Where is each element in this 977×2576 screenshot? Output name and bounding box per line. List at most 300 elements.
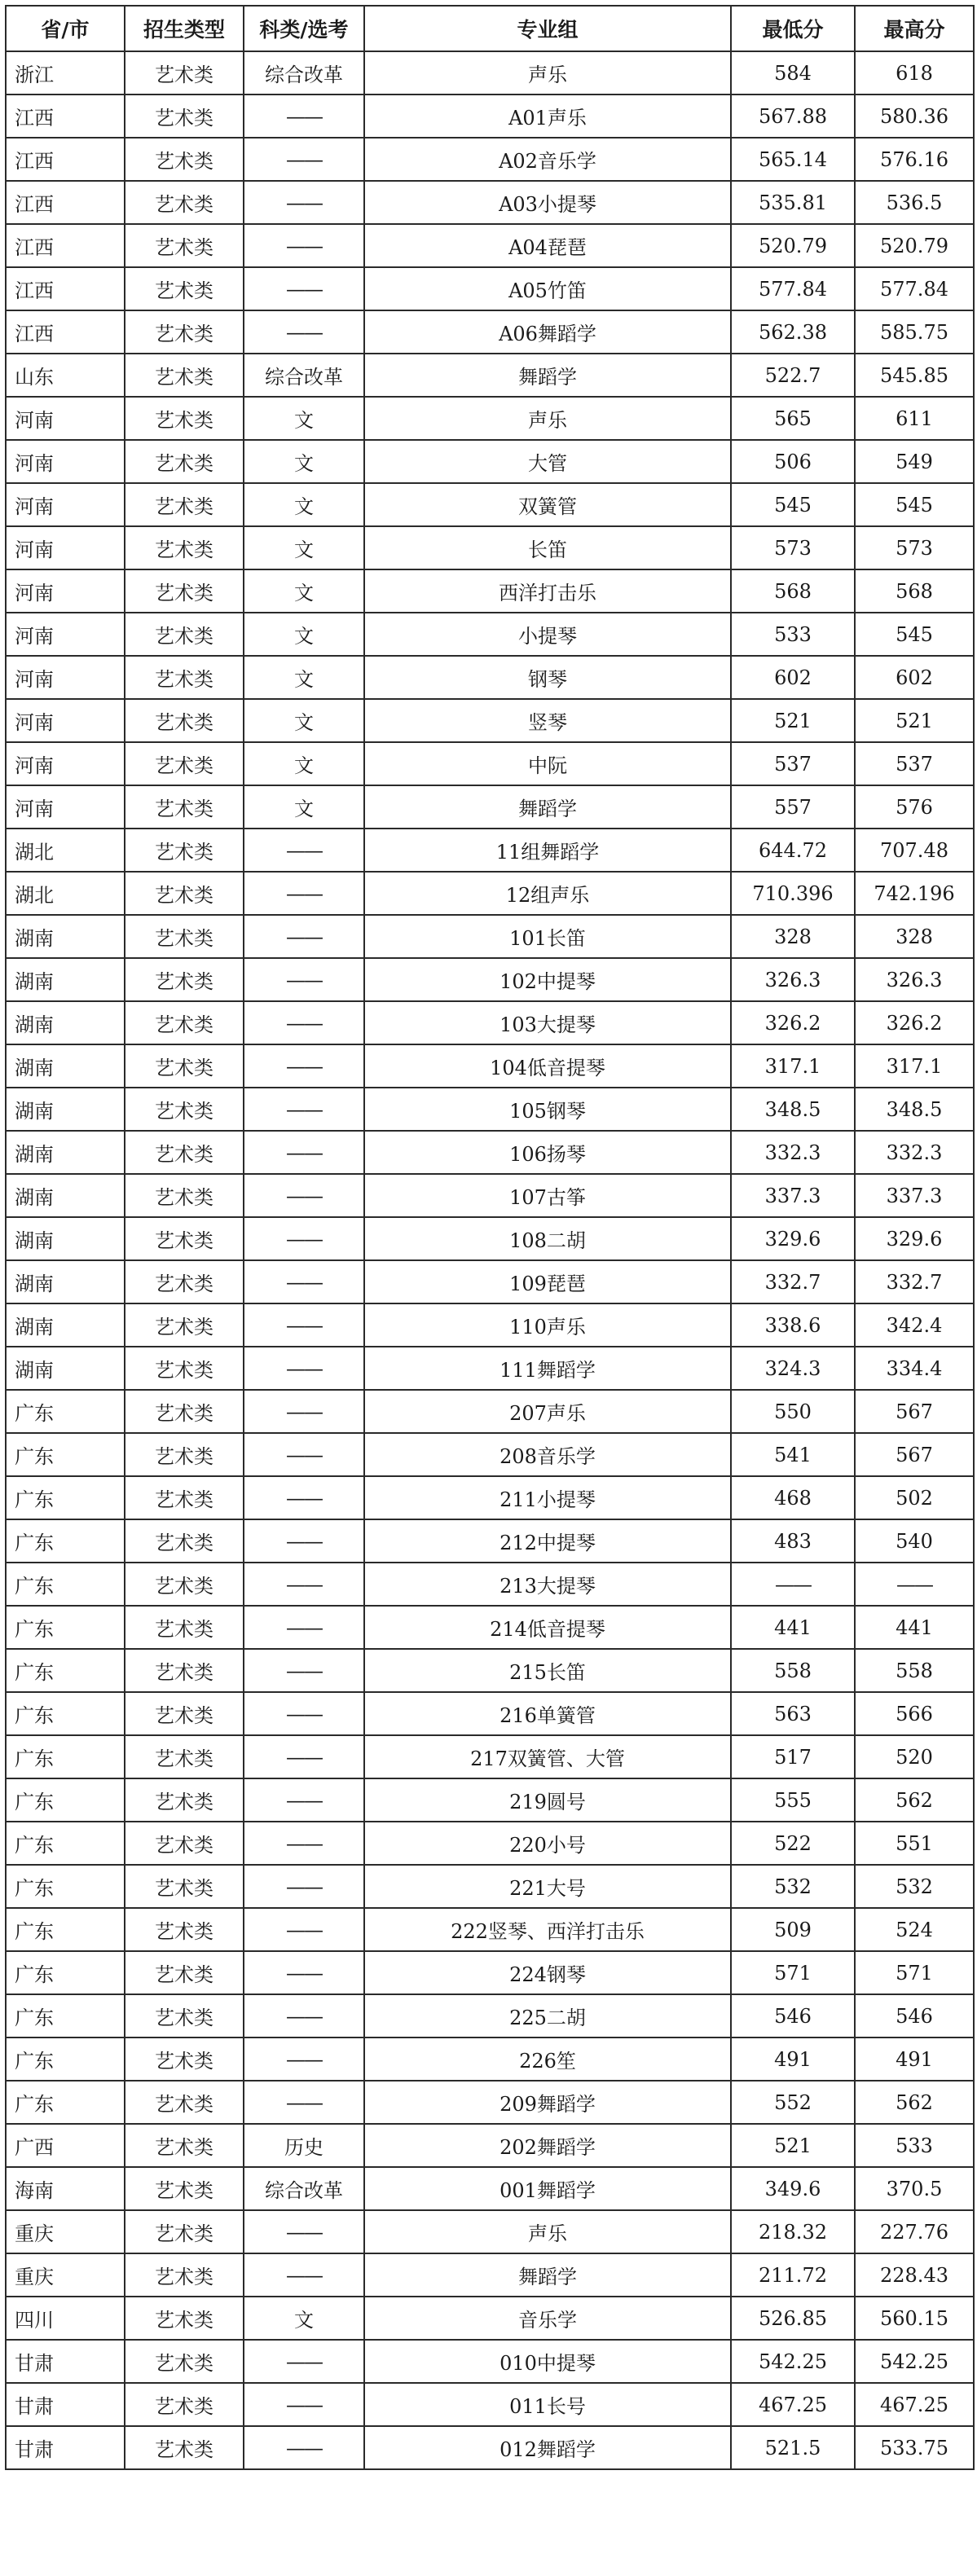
- cell-max-score: 545.85: [855, 354, 974, 397]
- cell-min-score: 506: [731, 440, 855, 483]
- cell-province: 河南: [6, 397, 125, 440]
- table-row: [6, 397, 974, 440]
- cell-max-score: 560.15: [855, 2297, 974, 2340]
- cell-subject-category: ——: [244, 872, 364, 915]
- cell-province: 河南: [6, 785, 125, 829]
- cell-province: 浙江: [6, 51, 125, 95]
- cell-major-group: 舞蹈学: [364, 2253, 731, 2297]
- cell-subject-category: 综合改革: [244, 51, 364, 95]
- cell-max-score: 521: [855, 699, 974, 742]
- cell-subject-category: ——: [244, 1217, 364, 1260]
- cell-subject-category: 文: [244, 785, 364, 829]
- cell-province: 广东: [6, 1778, 125, 1822]
- cell-admission-type: 艺术类: [125, 1433, 244, 1476]
- cell-province: 广东: [6, 1433, 125, 1476]
- cell-province: 广东: [6, 1519, 125, 1563]
- cell-max-score: 573: [855, 526, 974, 569]
- cell-subject-category: ——: [244, 181, 364, 224]
- cell-min-score: 545: [731, 483, 855, 526]
- cell-min-score: 555: [731, 1778, 855, 1822]
- cell-min-score: 526.85: [731, 2297, 855, 2340]
- cell-max-score: 577.84: [855, 267, 974, 310]
- cell-major-group: 202舞蹈学: [364, 2124, 731, 2167]
- cell-admission-type: 艺术类: [125, 613, 244, 656]
- cell-major-group: 舞蹈学: [364, 785, 731, 829]
- cell-major-group: 213大提琴: [364, 1563, 731, 1606]
- cell-min-score: 541: [731, 1433, 855, 1476]
- cell-min-score: 329.6: [731, 1217, 855, 1260]
- cell-max-score: 334.4: [855, 1347, 974, 1390]
- cell-max-score: 329.6: [855, 1217, 974, 1260]
- cell-subject-category: ——: [244, 2253, 364, 2297]
- cell-admission-type: 艺术类: [125, 785, 244, 829]
- cell-admission-type: 艺术类: [125, 1822, 244, 1865]
- cell-max-score: 602: [855, 656, 974, 699]
- cell-min-score: 552: [731, 2081, 855, 2124]
- cell-province: 江西: [6, 224, 125, 267]
- cell-admission-type: 艺术类: [125, 2340, 244, 2383]
- cell-subject-category: ——: [244, 2340, 364, 2383]
- cell-major-group: 110声乐: [364, 1303, 731, 1347]
- cell-province: 湖南: [6, 1088, 125, 1131]
- cell-major-group: 12组声乐: [364, 872, 731, 915]
- table-row: [6, 569, 974, 613]
- table-row: [6, 483, 974, 526]
- cell-major-group: 声乐: [364, 51, 731, 95]
- cell-province: 江西: [6, 138, 125, 181]
- cell-admission-type: 艺术类: [125, 2210, 244, 2253]
- cell-max-score: 558: [855, 1649, 974, 1692]
- table-row: [6, 1908, 974, 1951]
- score-table-container: [5, 5, 973, 2470]
- table-row: [6, 785, 974, 829]
- cell-min-score: 326.2: [731, 1001, 855, 1044]
- cell-province: 重庆: [6, 2253, 125, 2297]
- cell-major-group: 小提琴: [364, 613, 731, 656]
- cell-province: 广东: [6, 2081, 125, 2124]
- header-major-group: 专业组: [364, 6, 731, 51]
- cell-min-score: 509: [731, 1908, 855, 1951]
- cell-province: 广东: [6, 1735, 125, 1778]
- cell-max-score: 549: [855, 440, 974, 483]
- cell-province: 江西: [6, 95, 125, 138]
- cell-major-group: 音乐学: [364, 2297, 731, 2340]
- cell-min-score: 584: [731, 51, 855, 95]
- cell-admission-type: 艺术类: [125, 1994, 244, 2038]
- cell-admission-type: 艺术类: [125, 1260, 244, 1303]
- cell-province: 河南: [6, 569, 125, 613]
- cell-min-score: 557: [731, 785, 855, 829]
- cell-max-score: ——: [855, 1563, 974, 1606]
- cell-subject-category: ——: [244, 1260, 364, 1303]
- cell-max-score: 328: [855, 915, 974, 958]
- cell-subject-category: ——: [244, 2383, 364, 2426]
- cell-province: 河南: [6, 483, 125, 526]
- cell-max-score: 520: [855, 1735, 974, 1778]
- cell-major-group: 大管: [364, 440, 731, 483]
- cell-max-score: 545: [855, 483, 974, 526]
- cell-subject-category: ——: [244, 1865, 364, 1908]
- cell-admission-type: 艺术类: [125, 1217, 244, 1260]
- cell-subject-category: 文: [244, 526, 364, 569]
- cell-province: 河南: [6, 440, 125, 483]
- cell-major-group: A04琵琶: [364, 224, 731, 267]
- table-row: [6, 1217, 974, 1260]
- cell-max-score: 326.3: [855, 958, 974, 1001]
- cell-admission-type: 艺术类: [125, 1563, 244, 1606]
- cell-subject-category: ——: [244, 2038, 364, 2081]
- cell-subject-category: 文: [244, 569, 364, 613]
- cell-admission-type: 艺术类: [125, 1044, 244, 1088]
- cell-admission-type: 艺术类: [125, 1131, 244, 1174]
- cell-min-score: 337.3: [731, 1174, 855, 1217]
- cell-min-score: 532: [731, 1865, 855, 1908]
- cell-province: 河南: [6, 742, 125, 785]
- cell-admission-type: 艺术类: [125, 1001, 244, 1044]
- cell-admission-type: 艺术类: [125, 354, 244, 397]
- cell-subject-category: 文: [244, 742, 364, 785]
- table-row: [6, 1433, 974, 1476]
- cell-province: 山东: [6, 354, 125, 397]
- cell-min-score: ——: [731, 1563, 855, 1606]
- cell-subject-category: ——: [244, 1390, 364, 1433]
- cell-admission-type: 艺术类: [125, 224, 244, 267]
- table-row: [6, 2340, 974, 2383]
- cell-admission-type: 艺术类: [125, 742, 244, 785]
- cell-admission-type: 艺术类: [125, 2426, 244, 2469]
- cell-max-score: 611: [855, 397, 974, 440]
- cell-province: 广东: [6, 1908, 125, 1951]
- cell-province: 广东: [6, 2038, 125, 2081]
- cell-subject-category: ——: [244, 1606, 364, 1649]
- cell-subject-category: ——: [244, 2081, 364, 2124]
- cell-major-group: 209舞蹈学: [364, 2081, 731, 2124]
- cell-major-group: 声乐: [364, 397, 731, 440]
- header-admission-type: 招生类型: [125, 6, 244, 51]
- cell-subject-category: ——: [244, 2426, 364, 2469]
- cell-max-score: 542.25: [855, 2340, 974, 2383]
- cell-subject-category: 历史: [244, 2124, 364, 2167]
- cell-max-score: 546: [855, 1994, 974, 2038]
- cell-min-score: 521.5: [731, 2426, 855, 2469]
- cell-min-score: 517: [731, 1735, 855, 1778]
- cell-subject-category: ——: [244, 1649, 364, 1692]
- cell-max-score: 227.76: [855, 2210, 974, 2253]
- cell-province: 湖南: [6, 1217, 125, 1260]
- cell-province: 广东: [6, 1692, 125, 1735]
- cell-province: 河南: [6, 526, 125, 569]
- cell-major-group: 001舞蹈学: [364, 2167, 731, 2210]
- table-row: [6, 1822, 974, 1865]
- admission-score-table: [5, 5, 975, 2470]
- cell-min-score: 546: [731, 1994, 855, 2038]
- cell-max-score: 567: [855, 1433, 974, 1476]
- cell-max-score: 545: [855, 613, 974, 656]
- cell-min-score: 577.84: [731, 267, 855, 310]
- cell-min-score: 644.72: [731, 829, 855, 872]
- cell-max-score: 742.196: [855, 872, 974, 915]
- cell-subject-category: ——: [244, 1347, 364, 1390]
- table-row: [6, 1174, 974, 1217]
- cell-admission-type: 艺术类: [125, 95, 244, 138]
- cell-admission-type: 艺术类: [125, 138, 244, 181]
- cell-major-group: 101长笛: [364, 915, 731, 958]
- header-min-score: 最低分: [731, 6, 855, 51]
- cell-major-group: 225二胡: [364, 1994, 731, 2038]
- table-row: [6, 1390, 974, 1433]
- cell-min-score: 571: [731, 1951, 855, 1994]
- cell-max-score: 536.5: [855, 181, 974, 224]
- table-row: [6, 95, 974, 138]
- cell-max-score: 524: [855, 1908, 974, 1951]
- cell-max-score: 576: [855, 785, 974, 829]
- cell-major-group: 217双簧管、大管: [364, 1735, 731, 1778]
- cell-province: 湖南: [6, 1001, 125, 1044]
- cell-province: 广东: [6, 1606, 125, 1649]
- cell-province: 甘肃: [6, 2383, 125, 2426]
- cell-province: 广东: [6, 1649, 125, 1692]
- cell-subject-category: ——: [244, 1951, 364, 1994]
- cell-max-score: 337.3: [855, 1174, 974, 1217]
- cell-major-group: 西洋打击乐: [364, 569, 731, 613]
- cell-subject-category: ——: [244, 1735, 364, 1778]
- cell-subject-category: 文: [244, 483, 364, 526]
- cell-max-score: 551: [855, 1822, 974, 1865]
- cell-min-score: 211.72: [731, 2253, 855, 2297]
- cell-admission-type: 艺术类: [125, 1174, 244, 1217]
- cell-max-score: 540: [855, 1519, 974, 1563]
- table-row: [6, 1865, 974, 1908]
- cell-admission-type: 艺术类: [125, 1606, 244, 1649]
- cell-min-score: 562.38: [731, 310, 855, 354]
- cell-max-score: 580.36: [855, 95, 974, 138]
- cell-major-group: 212中提琴: [364, 1519, 731, 1563]
- cell-major-group: 109琵琶: [364, 1260, 731, 1303]
- cell-admission-type: 艺术类: [125, 872, 244, 915]
- cell-admission-type: 艺术类: [125, 310, 244, 354]
- cell-province: 湖南: [6, 1260, 125, 1303]
- cell-major-group: A06舞蹈学: [364, 310, 731, 354]
- cell-province: 湖北: [6, 872, 125, 915]
- cell-admission-type: 艺术类: [125, 1519, 244, 1563]
- cell-major-group: 222竖琴、西洋打击乐: [364, 1908, 731, 1951]
- cell-min-score: 338.6: [731, 1303, 855, 1347]
- cell-province: 河南: [6, 613, 125, 656]
- cell-major-group: A01声乐: [364, 95, 731, 138]
- cell-subject-category: ——: [244, 95, 364, 138]
- cell-max-score: 332.7: [855, 1260, 974, 1303]
- cell-admission-type: 艺术类: [125, 1390, 244, 1433]
- cell-province: 广东: [6, 1951, 125, 1994]
- cell-admission-type: 艺术类: [125, 569, 244, 613]
- cell-major-group: 215长笛: [364, 1649, 731, 1692]
- table-row: [6, 1649, 974, 1692]
- cell-max-score: 707.48: [855, 829, 974, 872]
- cell-major-group: 中阮: [364, 742, 731, 785]
- table-row: [6, 1303, 974, 1347]
- cell-major-group: 106扬琴: [364, 1131, 731, 1174]
- cell-min-score: 520.79: [731, 224, 855, 267]
- cell-province: 湖南: [6, 1131, 125, 1174]
- cell-max-score: 533.75: [855, 2426, 974, 2469]
- cell-max-score: 332.3: [855, 1131, 974, 1174]
- cell-province: 湖南: [6, 1347, 125, 1390]
- cell-major-group: 216单簧管: [364, 1692, 731, 1735]
- cell-admission-type: 艺术类: [125, 1649, 244, 1692]
- cell-admission-type: 艺术类: [125, 1778, 244, 1822]
- table-row: [6, 742, 974, 785]
- cell-subject-category: 文: [244, 699, 364, 742]
- cell-province: 广东: [6, 1563, 125, 1606]
- cell-province: 海南: [6, 2167, 125, 2210]
- table-body: [6, 51, 974, 2469]
- cell-min-score: 326.3: [731, 958, 855, 1001]
- cell-subject-category: ——: [244, 138, 364, 181]
- cell-min-score: 537: [731, 742, 855, 785]
- cell-admission-type: 艺术类: [125, 1476, 244, 1519]
- cell-province: 广西: [6, 2124, 125, 2167]
- cell-subject-category: 文: [244, 613, 364, 656]
- cell-subject-category: ——: [244, 915, 364, 958]
- table-row: [6, 354, 974, 397]
- table-row: [6, 2038, 974, 2081]
- cell-max-score: 571: [855, 1951, 974, 1994]
- cell-min-score: 441: [731, 1606, 855, 1649]
- cell-subject-category: ——: [244, 1994, 364, 2038]
- cell-max-score: 317.1: [855, 1044, 974, 1088]
- cell-max-score: 491: [855, 2038, 974, 2081]
- table-row: [6, 1692, 974, 1735]
- cell-province: 广东: [6, 1994, 125, 2038]
- cell-min-score: 567.88: [731, 95, 855, 138]
- cell-max-score: 568: [855, 569, 974, 613]
- table-row: [6, 1131, 974, 1174]
- cell-major-group: 010中提琴: [364, 2340, 731, 2383]
- cell-major-group: 214低音提琴: [364, 1606, 731, 1649]
- cell-admission-type: 艺术类: [125, 397, 244, 440]
- cell-min-score: 710.396: [731, 872, 855, 915]
- table-row: [6, 1044, 974, 1088]
- cell-major-group: 211小提琴: [364, 1476, 731, 1519]
- header-row: [6, 6, 974, 51]
- table-row: [6, 2253, 974, 2297]
- cell-admission-type: 艺术类: [125, 958, 244, 1001]
- cell-subject-category: ——: [244, 1476, 364, 1519]
- cell-major-group: A03小提琴: [364, 181, 731, 224]
- cell-max-score: 502: [855, 1476, 974, 1519]
- table-row: [6, 51, 974, 95]
- cell-admission-type: 艺术类: [125, 2038, 244, 2081]
- cell-major-group: A02音乐学: [364, 138, 731, 181]
- cell-major-group: 220小号: [364, 1822, 731, 1865]
- cell-max-score: 228.43: [855, 2253, 974, 2297]
- cell-admission-type: 艺术类: [125, 2167, 244, 2210]
- cell-admission-type: 艺术类: [125, 483, 244, 526]
- cell-subject-category: ——: [244, 1044, 364, 1088]
- cell-admission-type: 艺术类: [125, 526, 244, 569]
- cell-major-group: 208音乐学: [364, 1433, 731, 1476]
- cell-min-score: 535.81: [731, 181, 855, 224]
- cell-max-score: 562: [855, 1778, 974, 1822]
- cell-min-score: 328: [731, 915, 855, 958]
- table-row: [6, 224, 974, 267]
- cell-major-group: 224钢琴: [364, 1951, 731, 1994]
- cell-min-score: 491: [731, 2038, 855, 2081]
- table-row: [6, 2167, 974, 2210]
- cell-subject-category: ——: [244, 1131, 364, 1174]
- cell-province: 广东: [6, 1822, 125, 1865]
- cell-max-score: 537: [855, 742, 974, 785]
- table-row: [6, 1260, 974, 1303]
- cell-admission-type: 艺术类: [125, 2383, 244, 2426]
- cell-major-group: 104低音提琴: [364, 1044, 731, 1088]
- cell-subject-category: 综合改革: [244, 354, 364, 397]
- table-row: [6, 829, 974, 872]
- cell-min-score: 568: [731, 569, 855, 613]
- cell-min-score: 332.3: [731, 1131, 855, 1174]
- cell-subject-category: ——: [244, 1822, 364, 1865]
- cell-max-score: 532: [855, 1865, 974, 1908]
- cell-max-score: 520.79: [855, 224, 974, 267]
- cell-subject-category: ——: [244, 1303, 364, 1347]
- cell-min-score: 522: [731, 1822, 855, 1865]
- cell-min-score: 218.32: [731, 2210, 855, 2253]
- cell-min-score: 468: [731, 1476, 855, 1519]
- table-row: [6, 958, 974, 1001]
- cell-major-group: 声乐: [364, 2210, 731, 2253]
- cell-major-group: 102中提琴: [364, 958, 731, 1001]
- cell-major-group: 107古筝: [364, 1174, 731, 1217]
- cell-major-group: 105钢琴: [364, 1088, 731, 1131]
- cell-province: 河南: [6, 656, 125, 699]
- cell-min-score: 332.7: [731, 1260, 855, 1303]
- cell-admission-type: 艺术类: [125, 1908, 244, 1951]
- cell-admission-type: 艺术类: [125, 2124, 244, 2167]
- table-row: [6, 181, 974, 224]
- cell-admission-type: 艺术类: [125, 1865, 244, 1908]
- cell-max-score: 562: [855, 2081, 974, 2124]
- cell-max-score: 566: [855, 1692, 974, 1735]
- cell-min-score: 522.7: [731, 354, 855, 397]
- cell-major-group: 219圆号: [364, 1778, 731, 1822]
- cell-min-score: 349.6: [731, 2167, 855, 2210]
- cell-max-score: 326.2: [855, 1001, 974, 1044]
- table-row: [6, 1519, 974, 1563]
- table-row: [6, 1951, 974, 1994]
- cell-province: 湖南: [6, 1303, 125, 1347]
- cell-major-group: 207声乐: [364, 1390, 731, 1433]
- table-row: [6, 656, 974, 699]
- cell-min-score: 558: [731, 1649, 855, 1692]
- cell-province: 广东: [6, 1476, 125, 1519]
- cell-subject-category: ——: [244, 224, 364, 267]
- cell-min-score: 521: [731, 2124, 855, 2167]
- table-row: [6, 699, 974, 742]
- cell-province: 河南: [6, 699, 125, 742]
- cell-min-score: 317.1: [731, 1044, 855, 1088]
- cell-major-group: 011长号: [364, 2383, 731, 2426]
- cell-province: 湖南: [6, 1174, 125, 1217]
- cell-province: 四川: [6, 2297, 125, 2340]
- cell-max-score: 467.25: [855, 2383, 974, 2426]
- cell-province: 江西: [6, 310, 125, 354]
- cell-major-group: 226笙: [364, 2038, 731, 2081]
- cell-major-group: 012舞蹈学: [364, 2426, 731, 2469]
- cell-admission-type: 艺术类: [125, 829, 244, 872]
- header-province: 省/市: [6, 6, 125, 51]
- cell-admission-type: 艺术类: [125, 2081, 244, 2124]
- cell-min-score: 324.3: [731, 1347, 855, 1390]
